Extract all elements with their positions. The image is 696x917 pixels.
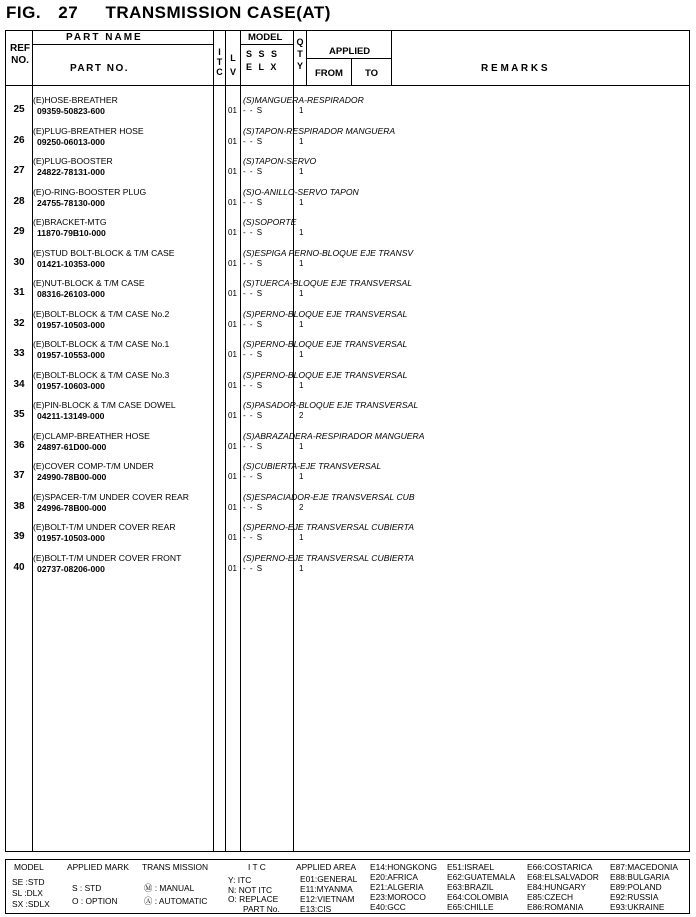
legend-model-list	[12, 877, 50, 910]
area-e68: E68:ELSALVADOR	[527, 872, 599, 882]
model-value: - - S	[243, 228, 264, 237]
part-number: 24755-78130-000	[37, 197, 105, 208]
ref-no: 39	[13, 531, 25, 542]
table-row	[6, 398, 689, 429]
legend-itc-header: I T C	[248, 862, 266, 872]
legend-mark-list	[72, 882, 118, 908]
model-value: - - S	[243, 197, 264, 207]
model-cols-header	[246, 48, 279, 74]
part-name: (E)PLUG-BOOSTER	[33, 156, 113, 166]
area-e12: E12:VIETNAM	[300, 894, 355, 904]
table-row	[6, 307, 689, 338]
applied-spanish-name: (S)PERNO-EJE TRANSVERSAL CUBIERTA	[243, 552, 414, 563]
table-row	[6, 276, 689, 307]
area-e66: E66:COSTARICA	[527, 862, 593, 872]
legend-area-col4	[527, 862, 599, 912]
ref-header-line2: NO.	[11, 55, 29, 66]
model-value: - - S	[243, 289, 264, 298]
qty-value: 1	[299, 350, 304, 359]
area-e40: E40:GCC	[370, 902, 406, 912]
lv-value: 01	[228, 136, 237, 146]
area-e86: E86:ROMANIA	[527, 902, 584, 912]
applied-spanish-name: (S)ESPIGA PERNO-BLOQUE EJE TRANSV	[243, 247, 414, 258]
legend-area-col3	[447, 862, 515, 912]
table-row	[6, 124, 689, 155]
table-row	[6, 93, 689, 124]
lv-value: 01	[228, 289, 237, 298]
lv-value: 01	[228, 228, 237, 237]
ref-no: 26	[13, 134, 25, 146]
table-row	[6, 551, 689, 582]
ref-no: 28	[13, 195, 25, 207]
applied-spanish-name: (S)ESPACIADOR-EJE TRANSVERSAL CUB	[243, 491, 415, 502]
part-number: 02737-08206-000	[37, 563, 105, 574]
ref-no: 30	[13, 256, 25, 268]
applied-spanish-name: (S)TUERCA-BLOQUE EJE TRANSVERSAL	[243, 278, 413, 288]
area-e89: E89:POLAND	[610, 882, 662, 892]
qty-value: 1	[299, 136, 304, 146]
part-number: 24990-78B00-000	[37, 472, 107, 482]
model-value: - - S	[243, 106, 264, 115]
model-value: - - S	[243, 411, 264, 420]
qty-value: 1	[299, 319, 304, 329]
legend-itc-partno: PART No.	[243, 903, 280, 914]
lv-value: 01	[228, 563, 237, 573]
legend-model-header: MODEL	[14, 862, 44, 872]
applied-spanish-name: (S)TAPON-SERVO	[243, 156, 317, 166]
area-e13: E13:CIS	[300, 904, 332, 914]
legend-trans-manual: Ⓜ : MANUAL	[144, 883, 195, 893]
applied-spanish-name: (S)PERNO-BLOQUE EJE TRANSVERSAL	[243, 308, 408, 319]
legend-trans-list	[144, 882, 207, 908]
table-row	[6, 154, 689, 185]
model-value: - - S	[243, 350, 264, 359]
lv-header	[226, 51, 240, 79]
legend-itc-y: Y: ITC	[228, 875, 252, 885]
to-header: TO	[365, 68, 379, 79]
lv-value: 01	[228, 258, 237, 268]
area-e62: E62:GUATEMALA	[447, 872, 516, 882]
itc-header	[214, 47, 225, 77]
figure-name: TRANSMISSION CASE(AT)	[105, 3, 331, 22]
area-e20: E20:AFRICA	[370, 872, 418, 882]
legend-area-header: APPLIED AREA	[296, 862, 357, 872]
legend-mark-header: APPLIED MARK	[67, 862, 129, 872]
model-value: - - S	[243, 502, 264, 512]
part-number: 24822-78131-000	[37, 167, 105, 177]
applied-header: APPLIED	[329, 46, 371, 57]
part-number: 01957-10503-000	[37, 319, 105, 330]
qty-header-t: T	[297, 49, 303, 59]
lv-value: 01	[228, 197, 237, 207]
lv-header-l: L	[230, 53, 236, 63]
model-value: - - S	[243, 258, 264, 268]
table-row	[6, 520, 689, 551]
legend-trans-automatic: Ⓐ : AUTOMATIC	[144, 896, 208, 906]
col-divider	[351, 58, 352, 85]
ref-no: 31	[13, 287, 25, 298]
table-row	[6, 337, 689, 368]
part-name: (E)PIN-BLOCK & T/M CASE DOWEL	[33, 400, 176, 410]
legend-area-col5	[610, 862, 678, 912]
remarks-header: R E M A R K S	[481, 63, 548, 74]
area-e93: E93:UKRAINE	[610, 902, 665, 912]
part-name: (E)HOSE-BREATHER	[33, 95, 118, 105]
ref-no: 40	[13, 561, 25, 573]
area-e65: E65:CHILLE	[447, 902, 494, 912]
model-value: - - S	[243, 136, 264, 146]
part-name: (E)BOLT-BLOCK & T/M CASE No.1	[33, 339, 170, 349]
model-header: MODEL	[248, 32, 283, 43]
lv-value: 01	[228, 167, 237, 176]
area-e63: E63:BRAZIL	[447, 882, 494, 892]
area-e87: E87:MACEDONIA	[610, 862, 678, 872]
legend-box	[5, 859, 690, 914]
legend-itc-n: N: NOT ITC	[228, 884, 273, 895]
area-e14: E14:HONGKONG	[370, 862, 438, 872]
legend-mark-std: S : STD	[72, 883, 102, 893]
ref-no: 27	[13, 165, 25, 176]
from-header: FROM	[315, 68, 343, 79]
model-cols-bottom: E L X	[246, 62, 279, 72]
area-e21: E21:ALGERIA	[370, 882, 424, 892]
row-divider	[306, 58, 391, 59]
lv-value: 01	[228, 441, 237, 451]
part-name: (E)BOLT-T/M UNDER COVER REAR	[33, 522, 176, 532]
part-name-header: PART NAME	[66, 32, 143, 43]
qty-value: 1	[299, 167, 304, 176]
qty-value: 1	[299, 380, 304, 390]
legend-model-se: SE :STD	[12, 877, 45, 887]
model-value: - - S	[243, 319, 264, 329]
table-row	[6, 246, 689, 277]
area-e23: E23:MOROCO	[370, 892, 426, 902]
lv-value: 01	[228, 502, 237, 512]
lv-value: 01	[228, 350, 237, 359]
legend-area-col2	[370, 862, 437, 912]
figure-label: FIG.	[6, 3, 42, 22]
legend-model-sx: SX :SDLX	[12, 899, 50, 909]
col-divider	[391, 31, 392, 85]
model-value: - - S	[243, 533, 264, 542]
part-name: (E)PLUG-BREATHER HOSE	[33, 125, 144, 136]
area-e11: E11:MYANMA	[300, 884, 353, 894]
lv-value: 01	[228, 411, 237, 420]
qty-value: 1	[299, 197, 304, 207]
lv-value: 01	[228, 472, 237, 481]
model-value: - - S	[243, 563, 264, 573]
applied-spanish-name: (S)MANGUERA-RESPIRADOR	[243, 95, 364, 105]
applied-spanish-name: (S)PERNO-EJE TRANSVERSAL CUBIERTA	[243, 522, 414, 532]
table-row	[6, 185, 689, 216]
itc-header-i: I	[218, 47, 221, 57]
applied-spanish-name: (S)PERNO-BLOQUE EJE TRANSVERSAL	[243, 369, 408, 380]
itc-header-c: C	[216, 67, 223, 77]
table-row	[6, 429, 689, 460]
part-number: 08316-26103-000	[37, 289, 105, 299]
itc-header-t: T	[216, 57, 223, 67]
qty-value: 2	[299, 411, 304, 420]
area-e92: E92:RUSSIA	[610, 892, 659, 902]
figure-title	[6, 3, 331, 23]
ref-no: 34	[13, 378, 25, 390]
qty-value: 1	[299, 533, 304, 542]
ref-no: 33	[13, 348, 25, 359]
ref-no: 38	[13, 500, 25, 512]
part-number: 01957-10603-000	[37, 380, 105, 391]
lv-value: 01	[228, 380, 237, 390]
applied-spanish-name: (S)SOPORTE	[243, 217, 297, 227]
lv-header-v: V	[229, 67, 236, 77]
ref-no-header	[8, 43, 32, 67]
qty-value: 1	[299, 106, 304, 115]
part-number: 24996-78B00-000	[37, 502, 107, 513]
applied-spanish-name: (S)CUBIERTA-EJE TRANSVERSAL	[243, 461, 382, 471]
model-value: - - S	[243, 441, 264, 451]
figure-number: 27	[58, 3, 79, 22]
header-bottom-border	[6, 85, 689, 86]
lv-value: 01	[228, 106, 237, 115]
area-e01: E01:GENERAL	[300, 874, 358, 884]
legend-itc-list	[228, 876, 280, 914]
lv-value: 01	[228, 533, 237, 542]
part-number: 24897-61D00-000	[37, 441, 107, 452]
legend-model-sl: SL :DLX	[12, 888, 43, 898]
part-name: (E)STUD BOLT-BLOCK & T/M CASE	[33, 247, 175, 258]
parts-table	[5, 30, 690, 852]
part-number: 09250-06013-000	[37, 136, 105, 147]
part-no-header: PART NO.	[70, 63, 130, 74]
row-divider	[32, 44, 213, 45]
qty-header-y: Y	[296, 61, 303, 71]
model-value: - - S	[243, 472, 264, 481]
ref-no: 29	[13, 226, 25, 237]
qty-value: 1	[299, 472, 304, 481]
qty-value: 1	[299, 289, 304, 298]
model-value: - - S	[243, 380, 264, 390]
ref-no: 36	[13, 439, 25, 451]
applied-spanish-name: (S)PASADOR-BLOQUE EJE TRANSVERSAL	[243, 400, 419, 410]
qty-header-q: Q	[296, 37, 304, 47]
model-value: - - S	[243, 167, 264, 176]
area-e84: E84:HUNGARY	[527, 882, 586, 892]
model-cols-top: S S S	[246, 49, 280, 59]
table-row	[6, 215, 689, 246]
qty-value: 1	[299, 441, 304, 451]
part-name: (E)BOLT-BLOCK & T/M CASE No.2	[33, 308, 170, 319]
ref-no: 25	[13, 104, 25, 115]
part-name: (E)BOLT-T/M UNDER COVER FRONT	[33, 552, 182, 563]
applied-spanish-name: (S)ABRAZADERA-RESPIRADOR MANGUERA	[243, 430, 425, 441]
part-name: (E)SPACER-T/M UNDER COVER REAR	[33, 491, 189, 502]
area-e64: E64:COLOMBIA	[447, 892, 509, 902]
ref-no: 37	[13, 470, 25, 481]
legend-trans-header: TRANS MISSION	[142, 862, 209, 872]
applied-spanish-name: (S)O-ANILLO-SERVO TAPON	[243, 186, 359, 197]
part-number: 04211-13149-000	[37, 411, 105, 421]
part-number: 11870-79B10-000	[37, 228, 106, 238]
qty-value: 2	[299, 502, 304, 512]
applied-spanish-name: (S)TAPON-RESPIRADOR MANGUERA	[243, 125, 396, 136]
applied-spanish-name: (S)PERNO-BLOQUE EJE TRANSVERSAL	[243, 339, 408, 349]
area-e85: E85:CZECH	[527, 892, 574, 902]
table-row	[6, 368, 689, 399]
lv-value: 01	[228, 319, 237, 329]
legend-itc-o: O: REPLACE	[228, 894, 279, 904]
part-name: (E)COVER COMP-T/M UNDER	[33, 461, 154, 471]
part-number: 01957-10553-000	[37, 350, 105, 360]
part-name: (E)BRACKET-MTG	[33, 217, 107, 227]
row-divider	[240, 44, 293, 45]
legend-mark-option: O : OPTION	[72, 896, 118, 906]
ref-no: 35	[13, 409, 25, 420]
part-name: (E)O-RING-BOOSTER PLUG	[33, 186, 147, 197]
table-row	[6, 459, 689, 490]
ref-header-line1: REF	[10, 43, 30, 54]
part-number: 01957-10503-000	[37, 533, 105, 543]
part-number: 09359-50823-600	[37, 106, 105, 116]
area-e51: E51:ISRAEL	[447, 862, 495, 872]
qty-header	[294, 36, 306, 72]
part-name: (E)CLAMP-BREATHER HOSE	[33, 430, 150, 441]
qty-value: 1	[299, 228, 304, 237]
legend-area-col1	[300, 874, 357, 914]
part-name: (E)NUT-BLOCK & T/M CASE	[33, 278, 145, 288]
qty-value: 1	[299, 258, 304, 268]
qty-value: 1	[299, 563, 304, 573]
part-name: (E)BOLT-BLOCK & T/M CASE No.3	[33, 369, 170, 380]
table-row	[6, 490, 689, 521]
part-number: 01421-10353-000	[37, 258, 105, 269]
ref-no: 32	[13, 317, 25, 329]
area-e88: E88:BULGARIA	[610, 872, 670, 882]
